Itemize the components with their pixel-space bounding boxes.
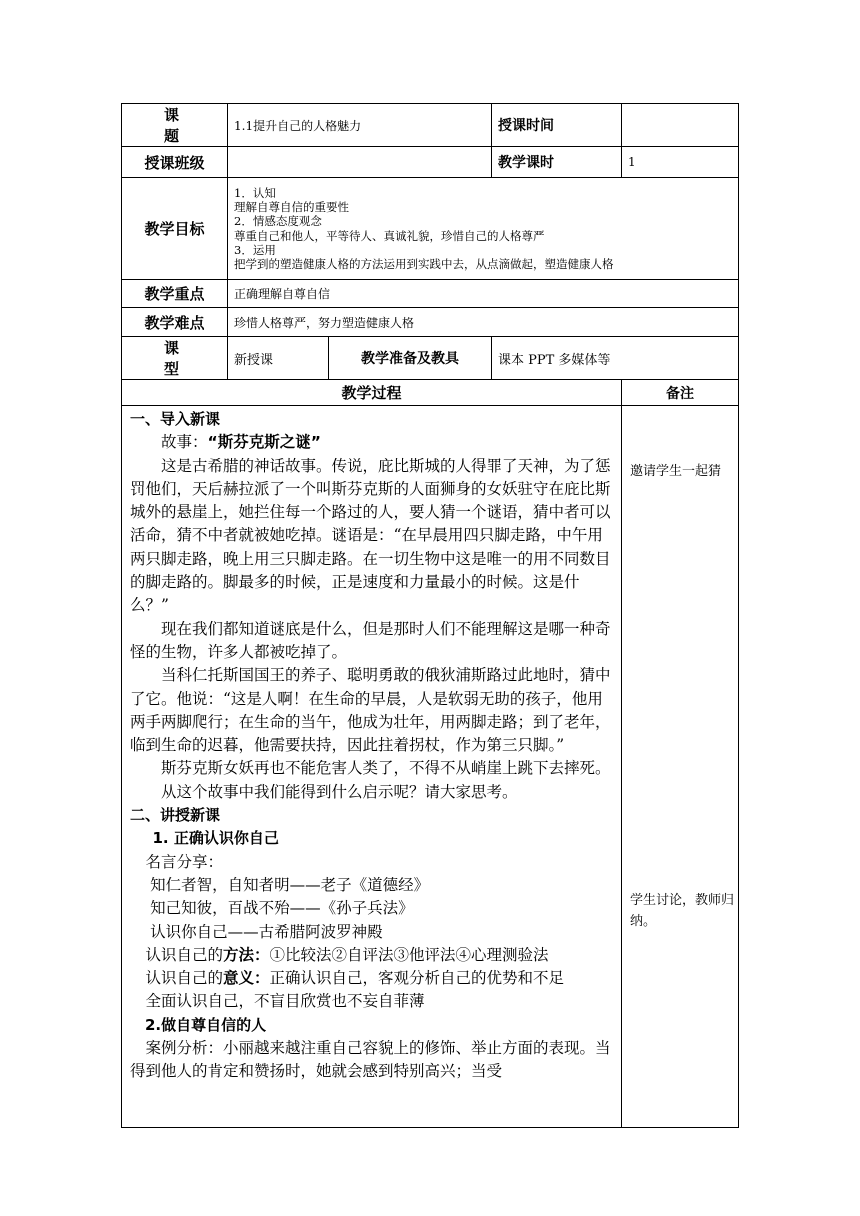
paragraph: 从这个故事中我们能得到什么启示呢？请大家思考。	[161, 782, 518, 801]
key-point-label: 教学重点	[122, 280, 228, 308]
story-line	[130, 431, 615, 454]
key-point-value: 正确理解自尊自信	[228, 280, 739, 308]
story-title: “斯芬克斯之谜”	[207, 433, 321, 452]
objective-line: 3．运用	[234, 242, 276, 257]
quotes-intro: 名言分享：	[145, 852, 224, 871]
hours-value: 1	[622, 147, 739, 178]
objective-line: 理解自尊自信的重要性	[234, 199, 349, 214]
quote-line: 认识你自己——古希腊阿波罗神殿	[150, 922, 383, 941]
paragraph: 斯芬克斯女妖再也不能危害人类了，不得不从峭崖上跳下去摔死。	[161, 759, 611, 778]
quote-line: 知己知彼，百战不殆——《孙子兵法》	[150, 899, 414, 918]
paragraph: 当科仁托斯国国王的养子、聪明勇敢的俄狄浦斯路过此地时，猜中了它。他说：“这是人啊！在生命的早晨，人是软弱无助的孩子，他用两手两脚爬行；在生命的当午，他成为壮年，用两脚走路；到了老年，临到生命的迟暮，他需要扶持，因此拄着拐杖，作为第三只脚。”	[130, 666, 611, 755]
objective-line: 尊重自己和他人，平等待人、真诚礼貌，珍惜自己的人格尊严	[234, 228, 545, 243]
difficulty-value: 珍惜人格尊严，努力塑造健康人格	[228, 308, 739, 337]
notes-header: 备注	[622, 380, 739, 406]
row-process-body	[122, 406, 739, 1128]
time-label: 授课时间	[492, 104, 622, 147]
note-text: 学生讨论，教师归纳。	[630, 893, 735, 929]
topic-value: 1.1提升自己的人格魅力	[228, 104, 492, 147]
subsection-title: 2.做自尊自信的人	[145, 1015, 267, 1034]
hours-label: 教学课时	[492, 147, 622, 178]
quote-line: 知仁者智，自知者明——老子《道德经》	[150, 875, 430, 894]
prep-value: 课本 PPT 多媒体等	[492, 337, 739, 380]
row-class	[122, 147, 739, 178]
objectives-cell	[228, 178, 739, 280]
row-process-header	[122, 380, 739, 406]
meaning-line: 认识自己的意义：正确认识自己，客观分析自己的优势和不足	[145, 969, 565, 988]
section-title: 一、导入新课	[130, 410, 221, 428]
method-line: 认识自己的方法：①比较法②自评法③他评法④心理测验法	[145, 945, 549, 964]
note-text: 邀请学生一起猜	[630, 464, 722, 479]
class-value	[228, 147, 492, 178]
paragraph: 全面认识自己，不盲目欣赏也不妄自菲薄	[145, 992, 425, 1011]
process-header: 教学过程	[122, 380, 622, 406]
paragraph: 这是古希腊的神话故事。传说，庇比斯城的人得罪了天神，为了惩罚他们，天后赫拉派了一个叫斯芬克斯的人面狮身的女妖驻守在庇比斯城外的悬崖上，她拦住每一个路过的人，要人猜一个谜语，猜中者可以活命，猜不中者就被她吃掉。谜语是：“在早晨用四只脚走路，中午用两只脚走路，晚上用三只脚走路。在一切生物中这是唯一的用不同数目的脚走路的。脚最多的时候，正是速度和力量最小的时候。这是什么？”	[130, 456, 611, 615]
row-topic	[122, 104, 739, 147]
row-difficulty	[122, 308, 739, 337]
objectives-label: 教学目标	[122, 178, 228, 280]
objective-line: 2．情感态度观念	[234, 214, 322, 229]
subsection-title: 1. 正确认识你自己	[152, 829, 279, 848]
story-prefix: 故事：	[161, 433, 208, 452]
time-value	[622, 104, 739, 147]
notes-cell	[622, 406, 739, 1128]
difficulty-label: 教学难点	[122, 308, 228, 337]
paragraph: 案例分析：小丽越来越注重自己容貌上的修饰、举止方面的表现。当得到他人的肯定和赞扬时，她就会感到特别高兴；当受	[130, 1039, 611, 1081]
paragraph: 现在我们都知道谜底是什么，但是那时人们不能理解这是哪一种奇怪的生物，许多人都被吃掉了。	[130, 619, 611, 661]
lesson-plan-table	[121, 103, 739, 1128]
lesson-type-value: 新授课	[228, 337, 329, 380]
prep-label: 教学准备及教具	[329, 337, 492, 380]
process-content	[122, 406, 622, 1128]
row-key-point	[122, 280, 739, 308]
row-lesson-type	[122, 337, 739, 380]
topic-label: 课 题	[122, 104, 228, 147]
lesson-type-label: 课 型	[122, 337, 228, 380]
row-objectives	[122, 178, 739, 280]
objective-line: 把学到的塑造健康人格的方法运用到实践中去，从点滴做起，塑造健康人格	[234, 257, 614, 272]
section-title: 二、讲授新课	[130, 806, 221, 825]
objective-line: 1．认知	[234, 185, 276, 200]
class-label: 授课班级	[122, 147, 228, 178]
